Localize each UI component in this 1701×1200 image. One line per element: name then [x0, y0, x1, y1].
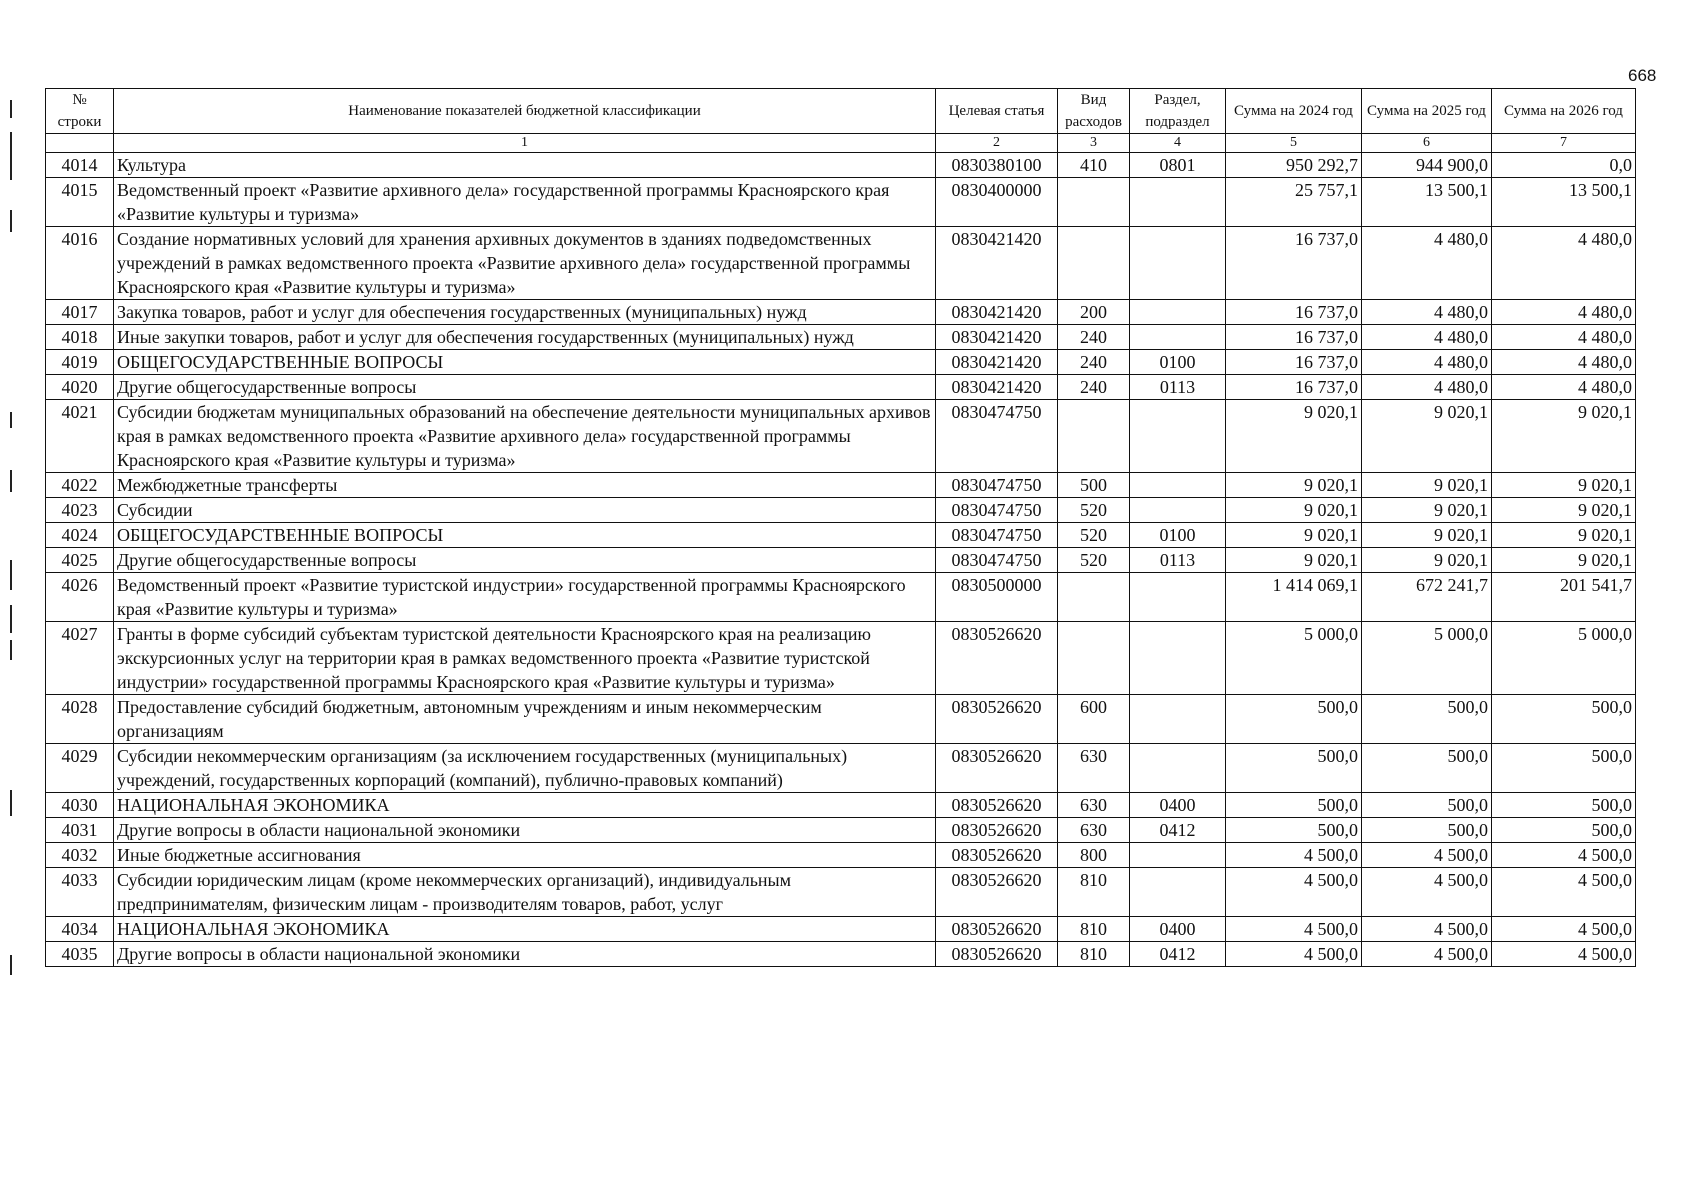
section-code [1130, 473, 1226, 498]
amount-2025: 13 500,1 [1362, 178, 1492, 227]
amount-2024: 1 414 069,1 [1226, 573, 1362, 622]
amount-2025: 4 480,0 [1362, 325, 1492, 350]
table-row [46, 573, 1636, 622]
table-row [46, 498, 1636, 523]
section-code [1130, 573, 1226, 622]
column-number: 7 [1492, 134, 1636, 153]
table-row [46, 325, 1636, 350]
section-code: 0100 [1130, 350, 1226, 375]
section-code [1130, 843, 1226, 868]
expense-kind [1058, 400, 1130, 473]
target-article: 0830421420 [936, 227, 1058, 300]
row-number: 4035 [46, 942, 114, 967]
amount-2026: 13 500,1 [1492, 178, 1636, 227]
expense-kind: 630 [1058, 818, 1130, 843]
table-row [46, 300, 1636, 325]
amount-2026: 9 020,1 [1492, 498, 1636, 523]
amount-2025: 9 020,1 [1362, 400, 1492, 473]
section-code: 0801 [1130, 153, 1226, 178]
section-code [1130, 178, 1226, 227]
table-row [46, 178, 1636, 227]
amount-2026: 500,0 [1492, 744, 1636, 793]
target-article: 0830421420 [936, 350, 1058, 375]
amount-2026: 9 020,1 [1492, 473, 1636, 498]
row-number: 4017 [46, 300, 114, 325]
target-article: 0830526620 [936, 744, 1058, 793]
amount-2024: 9 020,1 [1226, 498, 1362, 523]
target-article: 0830500000 [936, 573, 1058, 622]
row-name: Другие общегосударственные вопросы [114, 548, 936, 573]
row-number: 4025 [46, 548, 114, 573]
section-code [1130, 744, 1226, 793]
expense-kind: 500 [1058, 473, 1130, 498]
amount-2024: 4 500,0 [1226, 917, 1362, 942]
amount-2025: 500,0 [1362, 793, 1492, 818]
row-name: Субсидии юридическим лицам (кроме некоммерческих организаций), индивидуальным предпринимателям, физическим лицам - производителям товаров, работ, услуг [114, 868, 936, 917]
row-number: 4024 [46, 523, 114, 548]
amount-2024: 500,0 [1226, 744, 1362, 793]
row-name: Межбюджетные трансферты [114, 473, 936, 498]
target-article: 0830380100 [936, 153, 1058, 178]
row-number: 4019 [46, 350, 114, 375]
expense-kind: 810 [1058, 942, 1130, 967]
table-row [46, 793, 1636, 818]
column-number-row [46, 134, 1636, 153]
row-name: Ведомственный проект «Развитие туристской индустрии» государственной программы Красноярского края «Развитие культуры и туризма» [114, 573, 936, 622]
amount-2025: 500,0 [1362, 818, 1492, 843]
amount-2024: 4 500,0 [1226, 843, 1362, 868]
amount-2024: 9 020,1 [1226, 473, 1362, 498]
table-row [46, 153, 1636, 178]
amount-2026: 4 480,0 [1492, 325, 1636, 350]
table-row [46, 818, 1636, 843]
table-row [46, 917, 1636, 942]
scan-margin-marks [0, 0, 20, 1200]
expense-kind [1058, 178, 1130, 227]
row-number: 4031 [46, 818, 114, 843]
table-row [46, 744, 1636, 793]
amount-2025: 4 480,0 [1362, 300, 1492, 325]
amount-2026: 4 500,0 [1492, 843, 1636, 868]
header-name: Наименование показателей бюджетной классификации [114, 89, 936, 134]
expense-kind [1058, 227, 1130, 300]
row-name: НАЦИОНАЛЬНАЯ ЭКОНОМИКА [114, 917, 936, 942]
target-article: 0830400000 [936, 178, 1058, 227]
section-code [1130, 227, 1226, 300]
section-code: 0412 [1130, 818, 1226, 843]
table-row [46, 350, 1636, 375]
row-name: ОБЩЕГОСУДАРСТВЕННЫЕ ВОПРОСЫ [114, 350, 936, 375]
amount-2026: 4 480,0 [1492, 375, 1636, 400]
row-number: 4033 [46, 868, 114, 917]
expense-kind [1058, 573, 1130, 622]
target-article: 0830474750 [936, 498, 1058, 523]
amount-2025: 9 020,1 [1362, 473, 1492, 498]
column-number: 4 [1130, 134, 1226, 153]
row-name: Создание нормативных условий для хранения архивных документов в зданиях подведомственных учреждений в рамках ведомственного проекта «Развитие архивного дела» государственной программы Красноярского края «Развитие культуры и туризма» [114, 227, 936, 300]
amount-2026: 500,0 [1492, 818, 1636, 843]
target-article: 0830421420 [936, 375, 1058, 400]
row-name: Другие вопросы в области национальной экономики [114, 818, 936, 843]
row-number: 4016 [46, 227, 114, 300]
row-name: Ведомственный проект «Развитие архивного дела» государственной программы Красноярского края «Развитие культуры и туризма» [114, 178, 936, 227]
header-kind: Вид расходов [1058, 89, 1130, 134]
expense-kind: 240 [1058, 325, 1130, 350]
amount-2025: 4 500,0 [1362, 917, 1492, 942]
row-name: Иные закупки товаров, работ и услуг для обеспечения государственных (муниципальных) нужд [114, 325, 936, 350]
amount-2024: 16 737,0 [1226, 350, 1362, 375]
row-name: Предоставление субсидий бюджетным, автономным учреждениям и иным некоммерческим организациям [114, 695, 936, 744]
target-article: 0830421420 [936, 325, 1058, 350]
expense-kind: 240 [1058, 375, 1130, 400]
target-article: 0830526620 [936, 695, 1058, 744]
table-row [46, 375, 1636, 400]
amount-2026: 201 541,7 [1492, 573, 1636, 622]
row-number: 4020 [46, 375, 114, 400]
section-code [1130, 300, 1226, 325]
header-2025: Сумма на 2025 год [1362, 89, 1492, 134]
amount-2025: 9 020,1 [1362, 548, 1492, 573]
column-number: 3 [1058, 134, 1130, 153]
expense-kind: 410 [1058, 153, 1130, 178]
amount-2025: 4 500,0 [1362, 868, 1492, 917]
amount-2026: 4 480,0 [1492, 300, 1636, 325]
budget-table [45, 88, 1636, 967]
amount-2025: 9 020,1 [1362, 523, 1492, 548]
row-number: 4030 [46, 793, 114, 818]
header-row-no: № строки [46, 89, 114, 134]
amount-2026: 5 000,0 [1492, 622, 1636, 695]
amount-2024: 950 292,7 [1226, 153, 1362, 178]
target-article: 0830474750 [936, 548, 1058, 573]
section-code [1130, 622, 1226, 695]
row-name: Закупка товаров, работ и услуг для обеспечения государственных (муниципальных) нужд [114, 300, 936, 325]
amount-2026: 4 480,0 [1492, 227, 1636, 300]
expense-kind: 810 [1058, 917, 1130, 942]
target-article: 0830526620 [936, 843, 1058, 868]
section-code: 0400 [1130, 793, 1226, 818]
expense-kind: 630 [1058, 793, 1130, 818]
section-code: 0400 [1130, 917, 1226, 942]
row-name: Иные бюджетные ассигнования [114, 843, 936, 868]
expense-kind: 240 [1058, 350, 1130, 375]
expense-kind: 520 [1058, 523, 1130, 548]
target-article: 0830474750 [936, 400, 1058, 473]
amount-2025: 4 500,0 [1362, 942, 1492, 967]
row-name: НАЦИОНАЛЬНАЯ ЭКОНОМИКА [114, 793, 936, 818]
row-name: Другие вопросы в области национальной экономики [114, 942, 936, 967]
row-name: Субсидии бюджетам муниципальных образований на обеспечение деятельности муниципальных архивов края в рамках ведомственного проекта «Развитие архивного дела» государственной программы Красноярского края «Развитие культуры и туризма» [114, 400, 936, 473]
amount-2025: 944 900,0 [1362, 153, 1492, 178]
target-article: 0830474750 [936, 523, 1058, 548]
expense-kind: 520 [1058, 548, 1130, 573]
row-number: 4014 [46, 153, 114, 178]
amount-2026: 500,0 [1492, 793, 1636, 818]
table-row [46, 523, 1636, 548]
row-number: 4021 [46, 400, 114, 473]
target-article: 0830421420 [936, 300, 1058, 325]
target-article: 0830526620 [936, 917, 1058, 942]
amount-2026: 4 500,0 [1492, 942, 1636, 967]
amount-2025: 4 480,0 [1362, 350, 1492, 375]
amount-2024: 500,0 [1226, 793, 1362, 818]
column-number: 1 [114, 134, 936, 153]
row-name: Субсидии [114, 498, 936, 523]
amount-2024: 500,0 [1226, 695, 1362, 744]
expense-kind: 630 [1058, 744, 1130, 793]
amount-2026: 9 020,1 [1492, 548, 1636, 573]
amount-2025: 500,0 [1362, 695, 1492, 744]
amount-2026: 4 480,0 [1492, 350, 1636, 375]
amount-2026: 0,0 [1492, 153, 1636, 178]
amount-2024: 16 737,0 [1226, 325, 1362, 350]
page-number: 668 [1628, 66, 1657, 85]
table-row [46, 400, 1636, 473]
table-row [46, 622, 1636, 695]
header-2024: Сумма на 2024 год [1226, 89, 1362, 134]
section-code: 0100 [1130, 523, 1226, 548]
amount-2026: 4 500,0 [1492, 868, 1636, 917]
amount-2026: 9 020,1 [1492, 523, 1636, 548]
section-code [1130, 498, 1226, 523]
row-number: 4027 [46, 622, 114, 695]
amount-2025: 5 000,0 [1362, 622, 1492, 695]
section-code [1130, 868, 1226, 917]
target-article: 0830474750 [936, 473, 1058, 498]
amount-2024: 16 737,0 [1226, 300, 1362, 325]
target-article: 0830526620 [936, 622, 1058, 695]
expense-kind [1058, 622, 1130, 695]
amount-2024: 5 000,0 [1226, 622, 1362, 695]
amount-2024: 16 737,0 [1226, 227, 1362, 300]
target-article: 0830526620 [936, 793, 1058, 818]
amount-2025: 500,0 [1362, 744, 1492, 793]
row-number: 4018 [46, 325, 114, 350]
amount-2025: 9 020,1 [1362, 498, 1492, 523]
row-number: 4023 [46, 498, 114, 523]
section-code: 0412 [1130, 942, 1226, 967]
expense-kind: 520 [1058, 498, 1130, 523]
row-number: 4022 [46, 473, 114, 498]
target-article: 0830526620 [936, 942, 1058, 967]
row-number: 4026 [46, 573, 114, 622]
row-name: Субсидии некоммерческим организациям (за исключением государственных (муниципальных) учреждений, государственных корпораций (компаний), публично-правовых компаний) [114, 744, 936, 793]
row-number: 4015 [46, 178, 114, 227]
table-row [46, 868, 1636, 917]
section-code [1130, 400, 1226, 473]
header-2026: Сумма на 2026 год [1492, 89, 1636, 134]
expense-kind: 200 [1058, 300, 1130, 325]
target-article: 0830526620 [936, 818, 1058, 843]
amount-2025: 672 241,7 [1362, 573, 1492, 622]
header-section: Раздел, подраздел [1130, 89, 1226, 134]
amount-2024: 4 500,0 [1226, 868, 1362, 917]
target-article: 0830526620 [936, 868, 1058, 917]
table-row [46, 695, 1636, 744]
section-code: 0113 [1130, 548, 1226, 573]
amount-2024: 9 020,1 [1226, 400, 1362, 473]
table-row [46, 942, 1636, 967]
amount-2025: 4 480,0 [1362, 375, 1492, 400]
expense-kind: 810 [1058, 868, 1130, 917]
amount-2024: 4 500,0 [1226, 942, 1362, 967]
table-header-row [46, 89, 1636, 134]
table-row [46, 473, 1636, 498]
column-number: 6 [1362, 134, 1492, 153]
amount-2024: 500,0 [1226, 818, 1362, 843]
header-code: Целевая статья [936, 89, 1058, 134]
expense-kind: 800 [1058, 843, 1130, 868]
amount-2024: 16 737,0 [1226, 375, 1362, 400]
amount-2026: 9 020,1 [1492, 400, 1636, 473]
amount-2024: 9 020,1 [1226, 523, 1362, 548]
row-number: 4032 [46, 843, 114, 868]
row-name: Гранты в форме субсидий субъектам туристской деятельности Красноярского края на реализацию экскурсионных услуг на территории края в рамках ведомственного проекта «Развитие туристской индустрии» государственной программы Красноярского края «Развитие культуры и туризма» [114, 622, 936, 695]
row-number: 4029 [46, 744, 114, 793]
section-code: 0113 [1130, 375, 1226, 400]
row-name: Другие общегосударственные вопросы [114, 375, 936, 400]
row-number: 4034 [46, 917, 114, 942]
column-number [46, 134, 114, 153]
row-name: Культура [114, 153, 936, 178]
amount-2025: 4 500,0 [1362, 843, 1492, 868]
table-row [46, 843, 1636, 868]
amount-2024: 25 757,1 [1226, 178, 1362, 227]
row-name: ОБЩЕГОСУДАРСТВЕННЫЕ ВОПРОСЫ [114, 523, 936, 548]
amount-2026: 4 500,0 [1492, 917, 1636, 942]
table-row [46, 227, 1636, 300]
row-number: 4028 [46, 695, 114, 744]
table-row [46, 548, 1636, 573]
expense-kind: 600 [1058, 695, 1130, 744]
amount-2024: 9 020,1 [1226, 548, 1362, 573]
amount-2025: 4 480,0 [1362, 227, 1492, 300]
column-number: 5 [1226, 134, 1362, 153]
table-body [46, 153, 1636, 967]
column-number: 2 [936, 134, 1058, 153]
amount-2026: 500,0 [1492, 695, 1636, 744]
section-code [1130, 695, 1226, 744]
section-code [1130, 325, 1226, 350]
